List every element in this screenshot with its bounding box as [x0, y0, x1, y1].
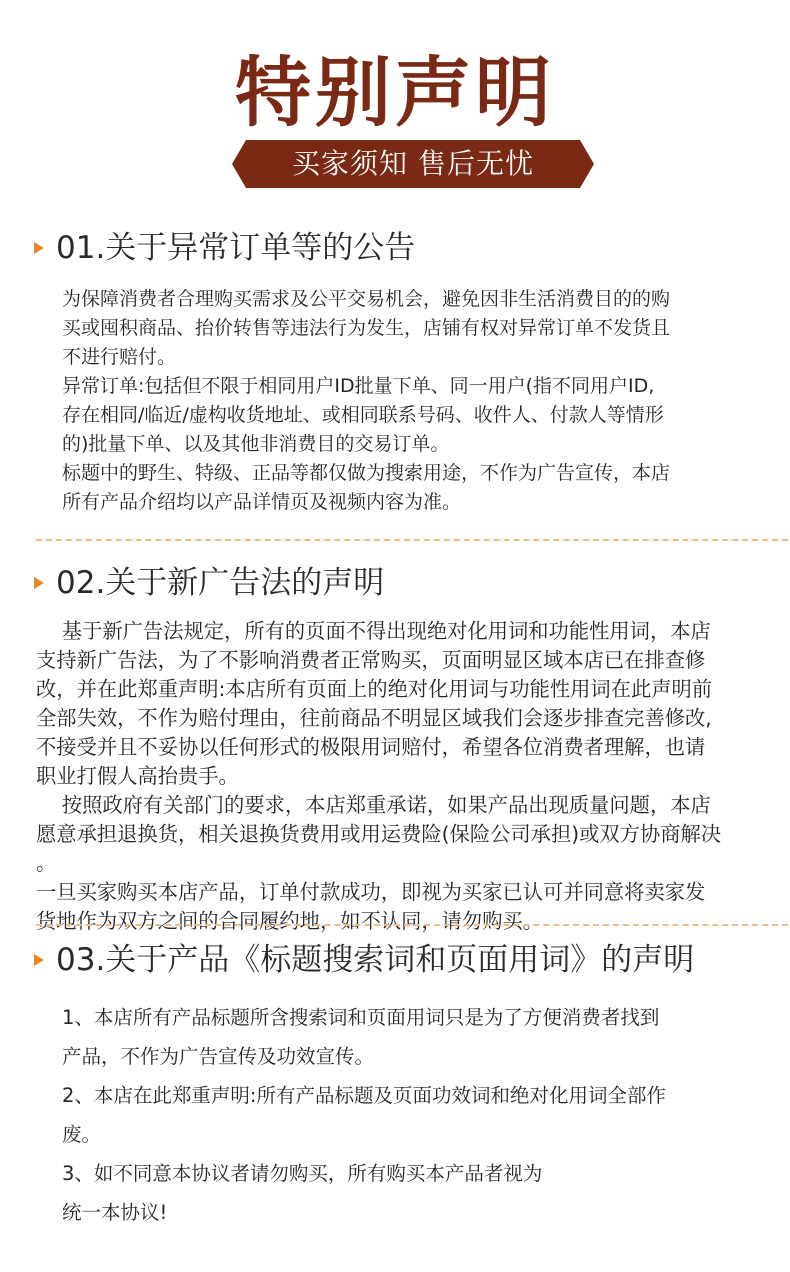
text-line: 货地作为双方之间的合同履约地，如不认同，请勿购买。 — [36, 909, 544, 933]
banner — [232, 140, 594, 188]
section-title: 01.关于异常订单等的公告 — [56, 230, 416, 266]
text-line: 全部失效，不作为赔付理由，往前商品不明显区域我们会逐步排查完善修改, — [36, 706, 712, 730]
text-line: 为保障消费者合理购买需求及公平交易机会，避免因非生活消费目的的购 — [62, 288, 671, 310]
text-line: 标题中的野生、特级、正品等都仅做为搜索用途，不作为广告宣传，本店 — [62, 462, 671, 484]
text-line: 统一本协议! — [62, 1201, 168, 1224]
text-line: 支持新广告法，为了不影响消费者正常购买，页面明显区域本店已在排查修 — [36, 648, 706, 672]
section-body-2 — [36, 617, 721, 936]
triangle-bullet-icon — [34, 577, 44, 589]
text-line: 废。 — [62, 1123, 102, 1146]
text-line: 异常订单:包括但不限于相同用户ID批量下单、同一用户(指不同用户ID, — [62, 375, 655, 397]
section-title: 02.关于新广告法的声明 — [56, 565, 385, 601]
text-line: 买或囤积商品、抬价转售等违法行为发生，店铺有权对异常订单不发货且 — [62, 317, 671, 339]
text-line: 愿意承担退换货，相关退换货费用或用运费险(保险公司承担)或双方协商解决 — [36, 822, 722, 846]
section-body-1 — [62, 285, 670, 517]
page-title: 特别声明 — [235, 48, 555, 137]
text-line: 产品，不作为广告宣传及功效宣传。 — [62, 1045, 375, 1068]
triangle-bullet-icon — [34, 954, 44, 966]
text-line: 基于新广告法规定，所有的页面不得出现绝对化用词和功能性用词，本店 — [36, 619, 711, 643]
text-line: 按照政府有关部门的要求，本店郑重承诺，如果产品出现质量问题，本店 — [36, 793, 711, 817]
text-line: 所有产品介绍均以产品详情页及视频内容为准。 — [62, 491, 462, 513]
text-line: 。 — [36, 851, 57, 875]
text-line: 改，并在此郑重声明:本店所有页面上的绝对化用词与功能性用词在此声明前 — [36, 677, 713, 701]
text-line: 3、如不同意本协议者请勿购买，所有购买本产品者视为 — [62, 1162, 543, 1185]
banner-text: 买家须知 售后无忧 — [292, 147, 534, 180]
triangle-bullet-icon — [34, 242, 44, 254]
section-divider — [36, 539, 788, 541]
section-heading-2 — [34, 563, 384, 603]
section-title: 03.关于产品《标题搜索词和页面用词》的声明 — [56, 942, 695, 978]
section-heading-1 — [34, 228, 415, 268]
section-divider — [36, 924, 788, 926]
text-line: 1、本店所有产品标题所含搜索词和页面用词只是为了方便消费者找到 — [62, 1006, 660, 1029]
text-line: 2、本店在此郑重声明:所有产品标题及页面功效词和绝对化用词全部作 — [62, 1084, 666, 1107]
section-body-3 — [62, 998, 666, 1232]
text-line: 不接受并且不妥协以任何形式的极限用词赔付，希望各位消费者理解，也请 — [36, 735, 706, 759]
text-line: 不进行赔付。 — [62, 346, 177, 368]
section-heading-3 — [34, 940, 694, 980]
text-line: 存在相同/临近/虚构收货地址、或相同联系号码、收件人、付款人等情形 — [62, 404, 664, 426]
text-line: 职业打假人高抬贵手。 — [36, 764, 239, 788]
text-line: 的)批量下单、以及其他非消费目的交易订单。 — [62, 433, 450, 455]
text-line: 一旦买家购买本店产品，订单付款成功，即视为买家已认可并同意将卖家发 — [36, 880, 706, 904]
